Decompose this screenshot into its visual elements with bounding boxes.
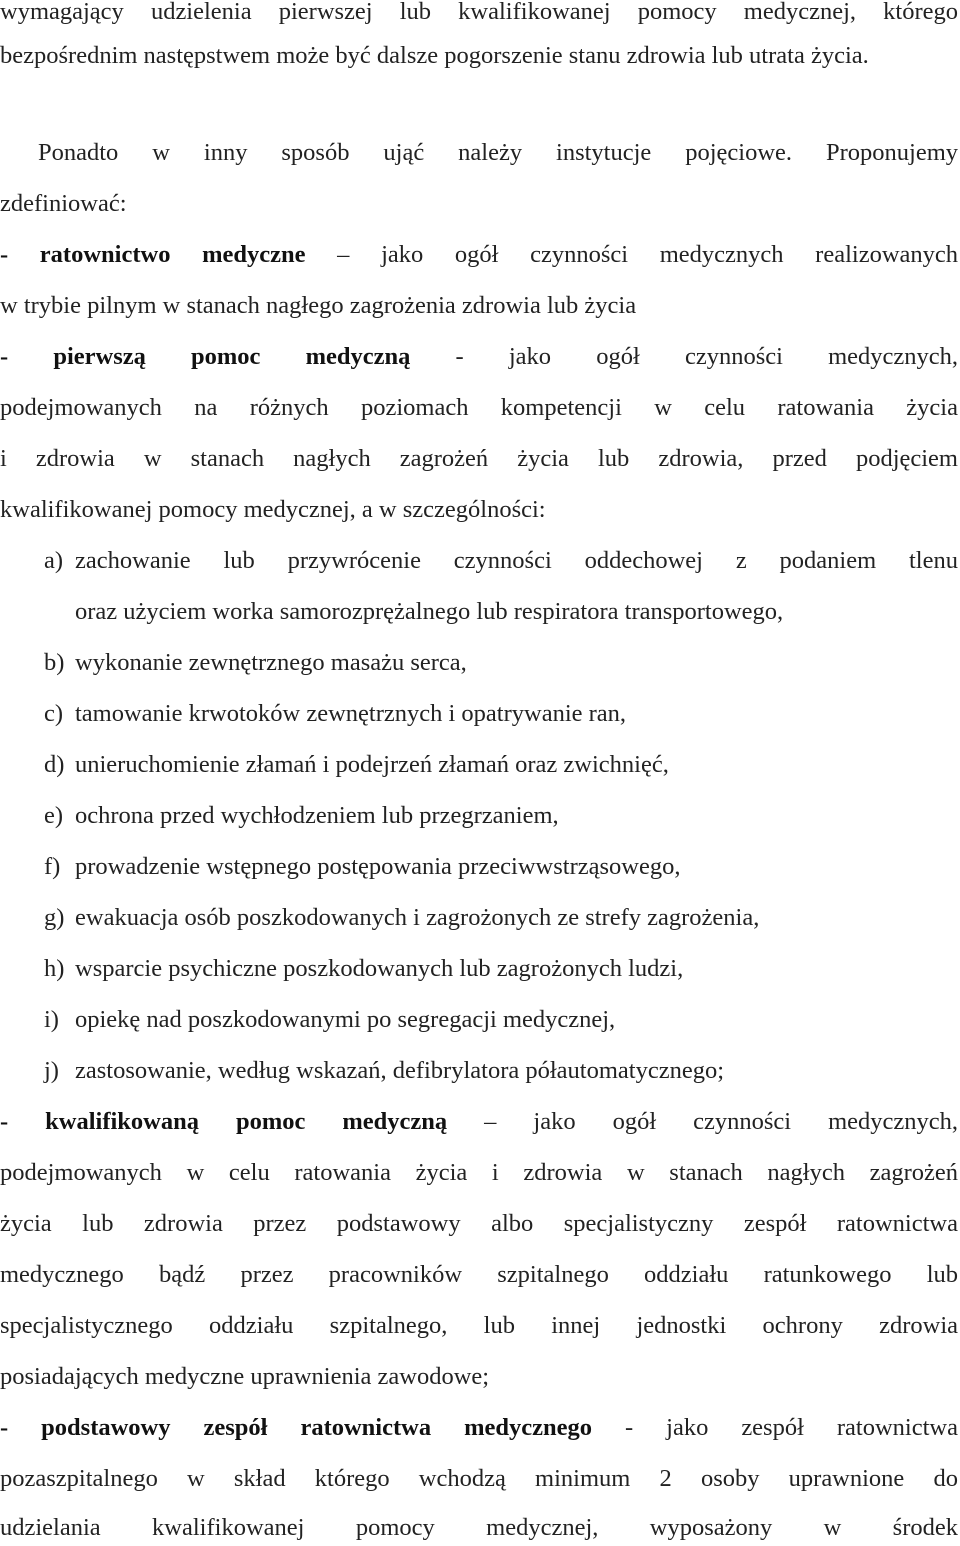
definition-kwalifikowana-line-4: medycznego bądź przez pracowników szpitalnego oddziału ratunkowego lub: [0, 1261, 958, 1288]
list-item: [0, 594, 958, 630]
list-item-letter: f): [44, 853, 61, 880]
definition-pierwsza-pomoc-line-3: i zdrowia w stanach nagłych zagrożeń życia lub zdrowia, przed podjęciem: [0, 445, 958, 472]
list-item-text: zastosowanie, według wskazań, defibrylatora półautomatycznego;: [75, 1057, 725, 1084]
definition-podstawowy-zespol-line-3: udzielania kwalifikowanej pomocy medycznej, wyposażony w środek: [0, 1514, 958, 1541]
list-item: [0, 747, 958, 783]
list-item-text: ewakuacja osób poszkodowanych i zagrożonych ze strefy zagrożenia,: [75, 904, 760, 931]
list-item-letter: e): [44, 802, 64, 829]
list-item: [0, 849, 958, 885]
definition-ratownictwo-line-2: w trybie pilnym w stanach nagłego zagrożenia zdrowia lub życia: [0, 292, 637, 319]
list-item-letter: i): [44, 1006, 59, 1033]
list-item: [0, 1002, 958, 1038]
list-item-letter: j): [44, 1057, 59, 1084]
intro-line-2: bezpośrednim następstwem może być dalsze pogorszenie stanu zdrowia lub utrata życia.: [0, 42, 869, 69]
list-item-text: wykonanie zewnętrznego masażu serca,: [75, 649, 467, 676]
definition-kwalifikowana-line-2: podejmowanych w celu ratowania życia i zdrowia w stanach nagłych zagrożeń: [0, 1159, 958, 1186]
definition-kwalifikowana-line-1: - kwalifikowaną pomoc medyczną – jako ogół czynności medycznych,: [0, 1108, 958, 1135]
list-item-letter: b): [44, 649, 65, 676]
definition-kwalifikowana-line-6: posiadających medyczne uprawnienia zawodowe;: [0, 1363, 490, 1390]
list-item: [0, 951, 958, 987]
list-item: [0, 798, 958, 834]
term-ratownictwo-medyczne: - ratownictwo medyczne: [0, 241, 306, 268]
intro-line-1: wymagający udzielenia pierwszej lub kwalifikowanej pomocy medycznej, którego: [0, 0, 958, 25]
term-kwalifikowana-pomoc-medyczna: - kwalifikowaną pomoc medyczną: [0, 1108, 448, 1135]
list-item-text: opiekę nad poszkodowanymi po segregacji medycznej,: [75, 1006, 616, 1033]
definition-podstawowy-zespol-line-1: - podstawowy zespół ratownictwa medycznego - jako zespół ratownictwa: [0, 1414, 958, 1441]
paragraph-2-line-2: zdefiniować:: [0, 190, 127, 217]
list-item-letter: h): [44, 955, 65, 982]
paragraph-2-line-1: Ponadto w inny sposób ująć należy instytucje pojęciowe. Proponujemy: [38, 139, 958, 166]
list-item: [0, 645, 958, 681]
list-item-letter: d): [44, 751, 65, 778]
list-item-text: unieruchomienie złamań i podejrzeń złamań oraz zwichnięć,: [75, 751, 669, 778]
list-item-text: tamowanie krwotoków zewnętrznych i opatrywanie ran,: [75, 700, 627, 727]
list-item-text: wsparcie psychiczne poszkodowanych lub zagrożonych ludzi,: [75, 955, 684, 982]
list-item: [0, 900, 958, 936]
list-item: [0, 1053, 958, 1089]
list-item-text: oraz użyciem worka samorozprężalnego lub respiratora transportowego,: [75, 598, 784, 625]
definition-pierwsza-pomoc-line-4: kwalifikowanej pomocy medycznej, a w szczególności:: [0, 496, 546, 523]
list-item-text: prowadzenie wstępnego postępowania przeciwwstrząsowego,: [75, 853, 681, 880]
list-item-letter: a): [44, 547, 64, 574]
list-item-text: ochrona przed wychłodzeniem lub przegrzaniem,: [75, 802, 559, 829]
list-item: [0, 543, 958, 579]
definition-pierwsza-pomoc-line-2: podejmowanych na różnych poziomach kompetencji w celu ratowania życia: [0, 394, 958, 421]
term-pierwsza-pomoc-medyczna: - pierwszą pomoc medyczną: [0, 343, 411, 370]
definition-kwalifikowana-line-3: życia lub zdrowia przez podstawowy albo specjalistyczny zespół ratownictwa: [0, 1210, 958, 1237]
list-item-text: zachowanie lub przywrócenie czynności oddechowej z podaniem tlenu: [75, 547, 958, 574]
list-item-letter: c): [44, 700, 64, 727]
list-item-letter: g): [44, 904, 65, 931]
definition-pierwsza-pomoc-line-1: - pierwszą pomoc medyczną - jako ogół czynności medycznych,: [0, 343, 958, 370]
definition-ratownictwo-line-1: - ratownictwo medyczne – jako ogół czynności medycznych realizowanych: [0, 241, 958, 268]
definition-podstawowy-zespol-line-2: pozaszpitalnego w skład którego wchodzą minimum 2 osoby uprawnione do: [0, 1465, 958, 1492]
list-item: [0, 696, 958, 732]
term-podstawowy-zespol-ratownictwa: - podstawowy zespół ratownictwa medycznego: [0, 1414, 592, 1441]
definition-kwalifikowana-line-5: specjalistycznego oddziału szpitalnego, lub innej jednostki ochrony zdrowia: [0, 1312, 958, 1339]
